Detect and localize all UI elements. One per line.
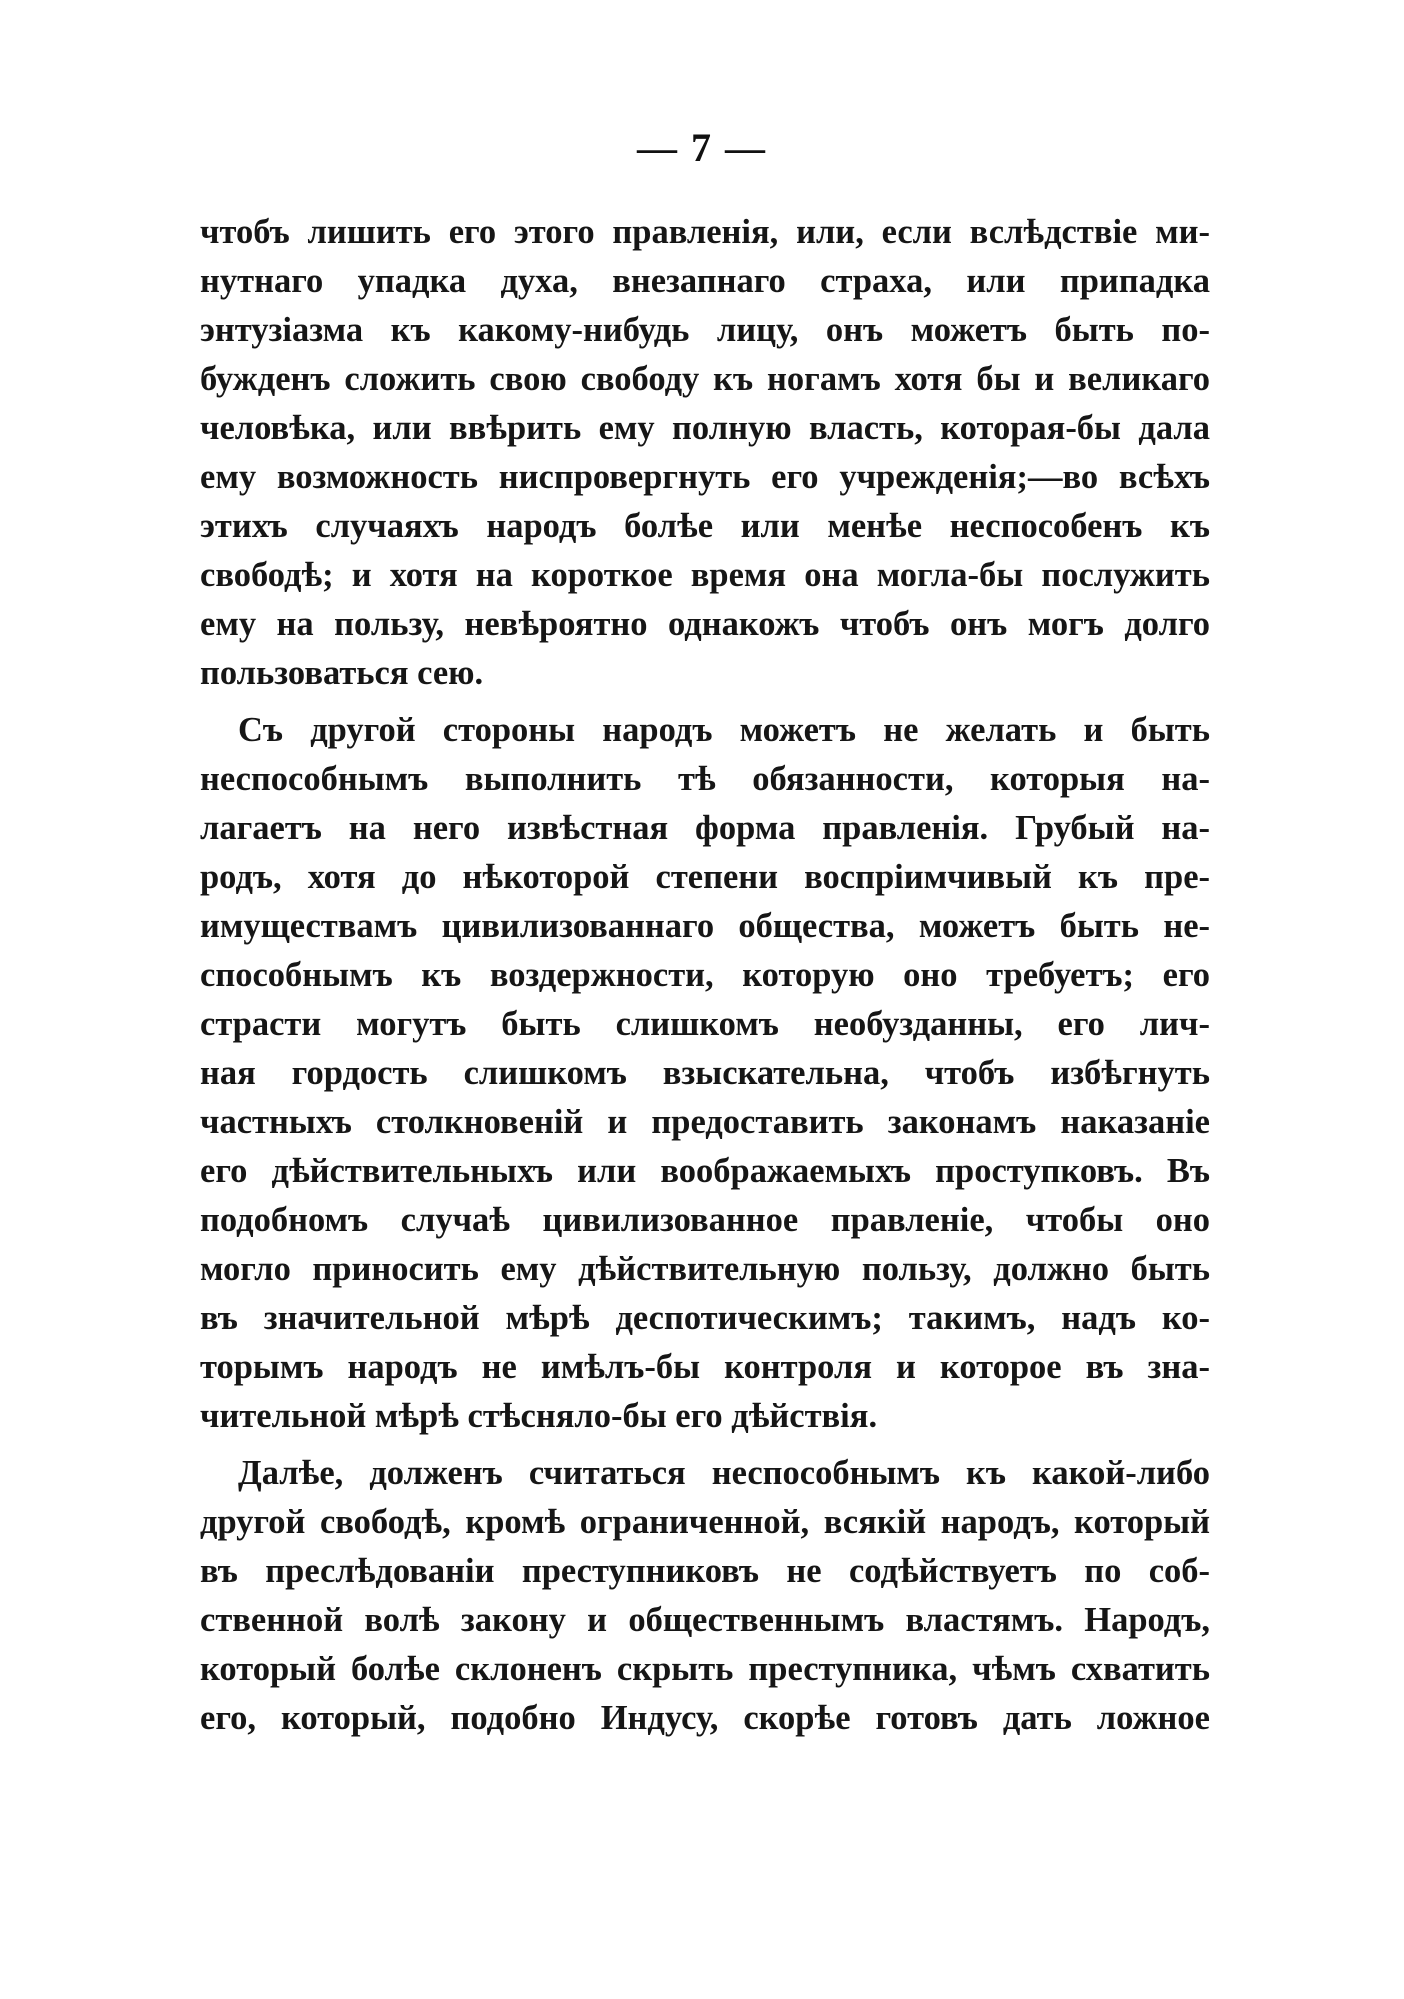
text-line: ственной волѣ закону и общественнымъ властямъ. Народъ,: [200, 1601, 1210, 1639]
text-line: пользоваться сею.: [200, 654, 484, 692]
text-line: въ преслѣдованіи преступниковъ не содѣйствуетъ по соб-: [200, 1552, 1210, 1590]
text-line: другой свободѣ, кромѣ ограниченной, всякій народъ, который: [200, 1503, 1210, 1541]
text-line: имуществамъ цивилизованнаго общества, можетъ быть не-: [200, 907, 1210, 945]
text-line: бужденъ сложить свою свободу къ ногамъ хотя бы и великаго: [200, 360, 1210, 398]
paragraph-1: [200, 208, 1210, 698]
text-line: энтузіазма къ какому-нибудь лицу, онъ можетъ быть по-: [200, 311, 1210, 349]
text-line: Далѣе, долженъ считаться неспособнымъ къ какой-либо: [238, 1454, 1210, 1492]
text-line: Съ другой стороны народъ можетъ не желать и быть: [238, 711, 1210, 749]
text-line: свободѣ; и хотя на короткое время она могла-бы послужить: [200, 556, 1210, 594]
text-line: подобномъ случаѣ цивилизованное правленіе, чтобы оно: [200, 1201, 1210, 1239]
text-line: чительной мѣрѣ стѣсняло-бы его дѣйствія.: [200, 1397, 878, 1435]
text-line: нутнаго упадка духа, внезапнаго страха, или припадка: [200, 262, 1210, 300]
text-line: способнымъ къ воздержности, которую оно требуетъ; его: [200, 956, 1210, 994]
text-line: ная гордость слишкомъ взыскательна, чтобъ избѣгнуть: [200, 1054, 1210, 1092]
text-line: чтобъ лишить его этого правленія, или, если вслѣдствіе ми-: [200, 213, 1210, 251]
paragraph-2: [200, 706, 1210, 1441]
text-line: ему возможность ниспровергнуть его учрежденія;—во всѣхъ: [200, 458, 1210, 496]
paragraph-3: [200, 1449, 1210, 1743]
text-line: его, который, подобно Индусу, скорѣе готовъ дать ложное: [200, 1699, 1210, 1737]
text-line: который болѣе склоненъ скрыть преступника, чѣмъ схватить: [200, 1650, 1210, 1688]
text-line: частныхъ столкновеній и предоставить законамъ наказаніе: [200, 1103, 1210, 1141]
text-line: лагаетъ на него извѣстная форма правленія. Грубый на-: [200, 809, 1210, 847]
text-line: торымъ народъ не имѣлъ-бы контроля и которое въ зна-: [200, 1348, 1210, 1386]
body-text: [200, 208, 1210, 1743]
text-line: неспособнымъ выполнить тѣ обязанности, которыя на-: [200, 760, 1210, 798]
text-line: ему на пользу, невѣроятно однакожъ чтобъ онъ могъ долго: [200, 605, 1210, 643]
text-line: этихъ случаяхъ народъ болѣе или менѣе неспособенъ къ: [200, 507, 1210, 545]
text-line: могло приносить ему дѣйствительную пользу, должно быть: [200, 1250, 1210, 1288]
text-line: въ значительной мѣрѣ деспотическимъ; такимъ, надъ ко-: [200, 1299, 1210, 1337]
text-line: человѣка, или ввѣрить ему полную власть, которая-бы дала: [200, 409, 1210, 447]
page-number: — 7 —: [637, 125, 767, 170]
text-line: его дѣйствительныхъ или воображаемыхъ проступковъ. Въ: [200, 1152, 1210, 1190]
text-line: родъ, хотя до нѣкоторой степени воспріимчивый къ пре-: [200, 858, 1210, 896]
text-line: страсти могутъ быть слишкомъ необузданны, его лич-: [200, 1005, 1210, 1043]
